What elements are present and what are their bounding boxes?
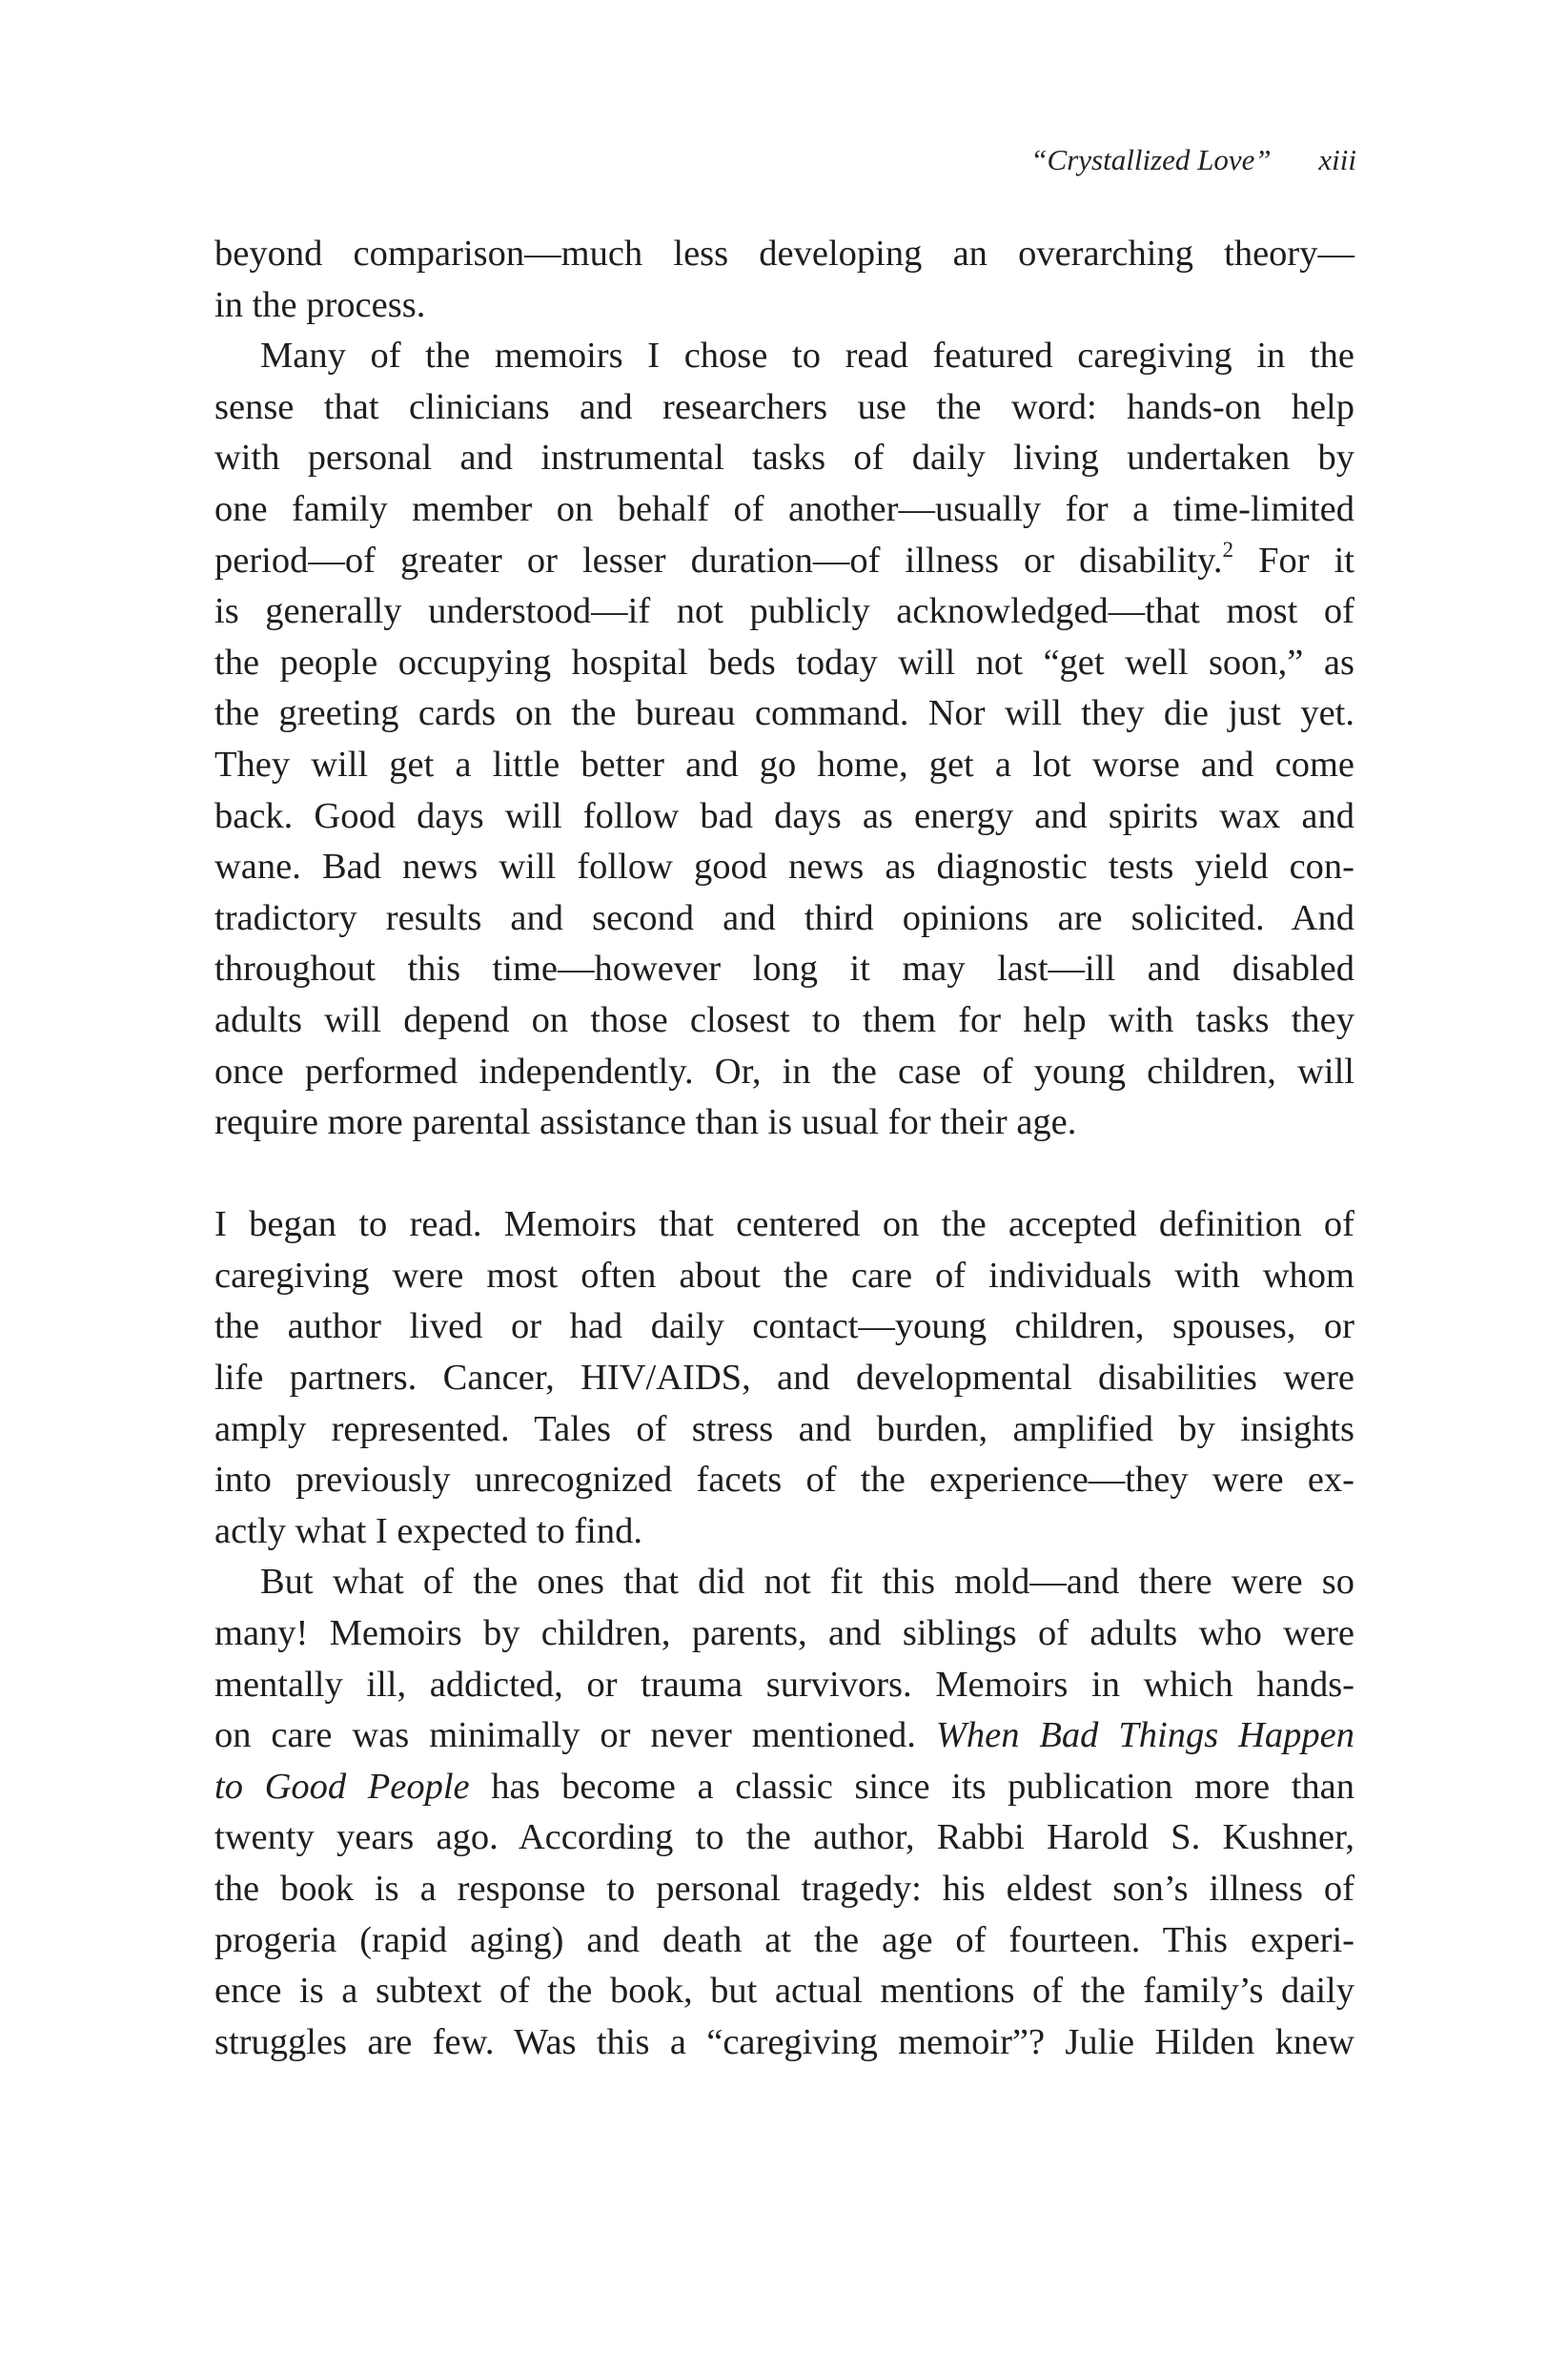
text-line: the greeting cards on the bureau command. Nor will they die just yet. xyxy=(214,693,1354,734)
text-line: into previously unrecognized facets of the experience—they were ex- xyxy=(214,1460,1354,1501)
text-line: I began to read. Memoirs that centered on the accepted definition of xyxy=(214,1204,1354,1245)
text-line: is generally understood—if not publicly acknowledged—that most of xyxy=(214,591,1354,632)
text-line: with personal and instrumental tasks of daily living undertaken by xyxy=(214,438,1354,479)
text-line: caregiving were most often about the care of individuals with whom xyxy=(214,1255,1354,1296)
text-line: tradictory results and second and third opinions are solicited. And xyxy=(214,897,1354,938)
text-line: But what of the ones that did not fit this mold—and there were so xyxy=(260,1562,1354,1603)
text-line: in the process. xyxy=(214,284,426,325)
text-line: ence is a subtext of the book, but actual mentions of the family’s daily xyxy=(214,1971,1354,2012)
paragraph xyxy=(214,1199,1354,1557)
text-line: beyond comparison—much less developing an overarching theory— xyxy=(214,234,1354,274)
text-line xyxy=(214,1710,1354,1762)
text-line: the book is a response to personal tragedy: his eldest son’s illness of xyxy=(214,1869,1354,1909)
text-line: mentally ill, addicted, or trauma survivors. Memoirs in which hands- xyxy=(214,1664,1354,1705)
running-head xyxy=(1030,143,1356,177)
text-line xyxy=(214,1762,1354,1813)
text-line: They will get a little better and go home, get a lot worse and come xyxy=(214,744,1354,785)
text-line: sense that clinicians and researchers use the word: hands-on help xyxy=(214,386,1354,427)
paragraph xyxy=(214,229,1354,331)
text-line: life partners. Cancer, HIV/AIDS, and developmental disabilities were xyxy=(214,1358,1354,1399)
text-fragment: has become a classic since its publication more than xyxy=(469,1766,1354,1807)
text-line: throughout this time—however long it may last—ill and disabled xyxy=(214,949,1354,990)
text-line: struggles are few. Was this a “caregiving memoir”? Julie Hilden knew xyxy=(214,2021,1354,2062)
text-line: amply represented. Tales of stress and burden, amplified by insights xyxy=(214,1408,1354,1449)
text-fragment: For it xyxy=(1233,540,1354,581)
text-fragment: on care was minimally or never mentioned. xyxy=(214,1715,936,1756)
text-line: require more parental assistance than is usual for their age. xyxy=(214,1102,1077,1143)
book-title: to Good People xyxy=(214,1766,470,1807)
text-line xyxy=(214,536,1354,587)
text-line: one family member on behalf of another—usually for a time-limited xyxy=(214,488,1354,529)
text-line: the people occupying hospital beds today will not “get well soon,” as xyxy=(214,642,1354,683)
page-number: xiii xyxy=(1318,143,1356,176)
paragraph xyxy=(214,331,1354,1149)
text-line: adults will depend on those closest to them for help with tasks they xyxy=(214,999,1354,1040)
text-line: twenty years ago. According to the author, Rabbi Harold S. Kushner, xyxy=(214,1817,1354,1858)
footnote-reference[interactable]: 2 xyxy=(1222,536,1234,562)
text-line: back. Good days will follow bad days as energy and spirits wax and xyxy=(214,795,1354,836)
text-line: wane. Bad news will follow good news as diagnostic tests yield con- xyxy=(214,847,1354,888)
text-line: actly what I expected to find. xyxy=(214,1510,642,1551)
text-line: once performed independently. Or, in the case of young children, will xyxy=(214,1051,1354,1092)
section-break xyxy=(214,1149,1354,1200)
paragraph xyxy=(214,1557,1354,2068)
book-title: When Bad Things Happen xyxy=(935,1715,1354,1756)
text-line: many! Memoirs by children, parents, and siblings of adults who were xyxy=(214,1613,1354,1654)
chapter-title: “Crystallized Love” xyxy=(1030,143,1272,176)
text-line: progeria (rapid aging) and death at the age of fourteen. This experi- xyxy=(214,1919,1354,1960)
text-fragment: period—of greater or lesser duration—of illness or disability. xyxy=(214,540,1223,581)
body-text xyxy=(214,229,1354,2068)
text-line: Many of the memoirs I chose to read featured caregiving in the xyxy=(260,336,1354,377)
text-line: the author lived or had daily contact—young children, spouses, or xyxy=(214,1306,1354,1347)
